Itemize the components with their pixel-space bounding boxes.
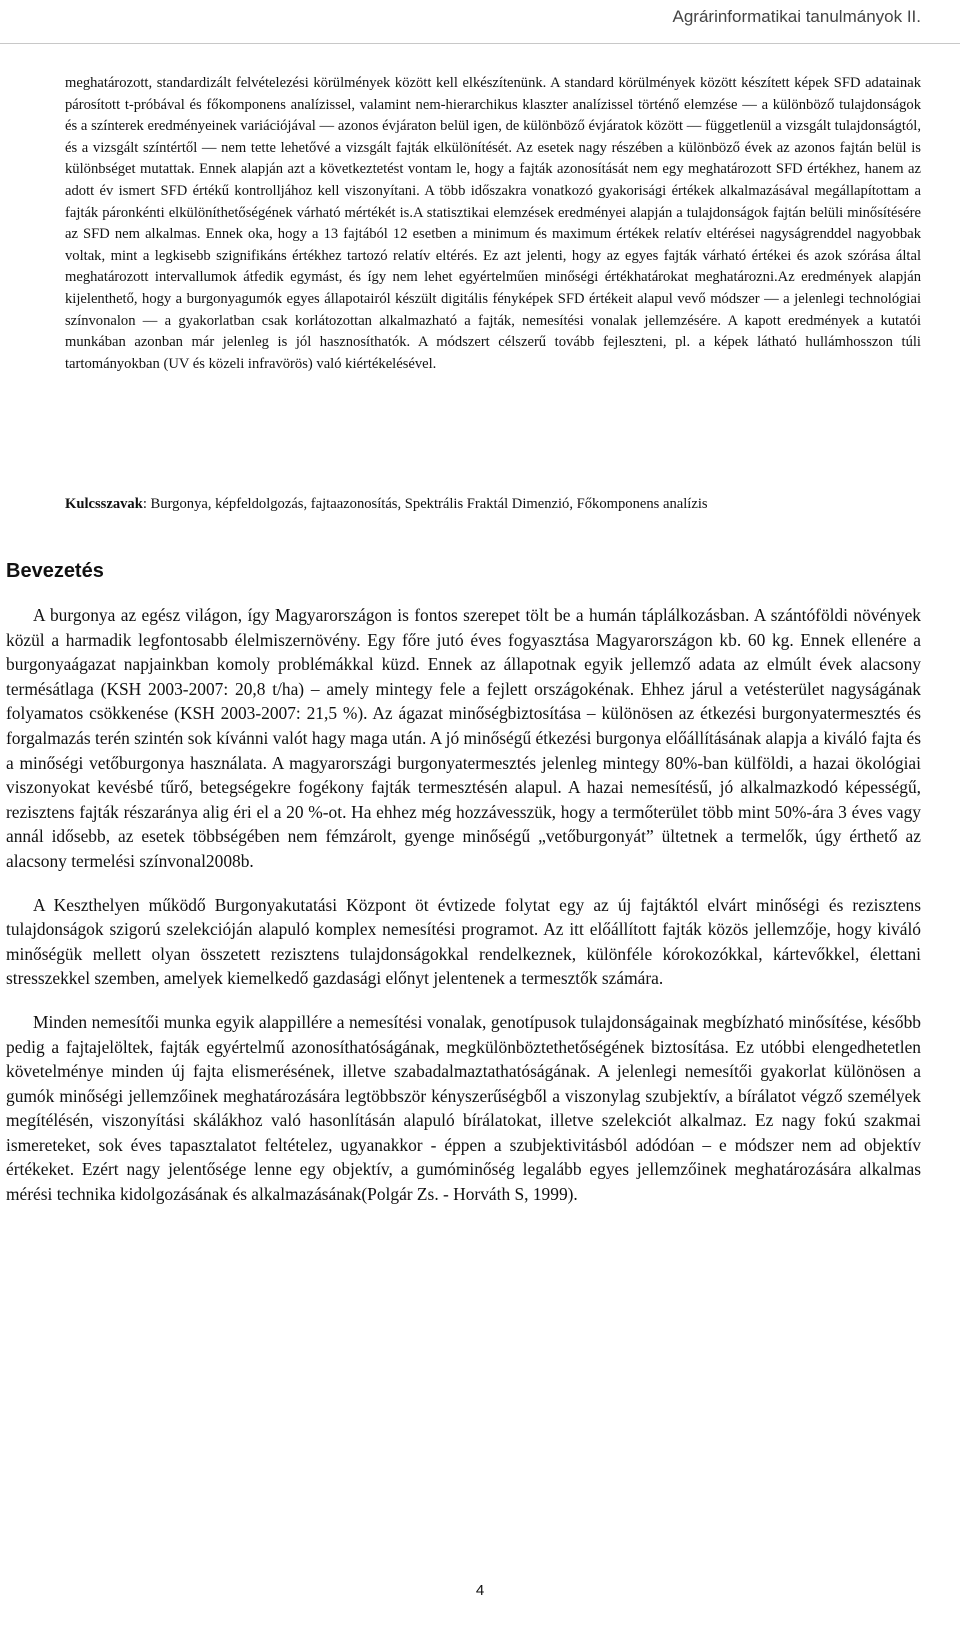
abstract-text: meghatározott, standardizált felvételezési körülmények között kell elkészítenünk. A standard körülmények között készített képek SFD adatainak párosított t-próbával és főkomponens analízissel, valamint nem-hierarchikus klaszter analízissel történő elemzése — a különböző tulajdonságok és a színterek eredményeinek variációjával — azonos évjáraton belül igen, de különböző évjáratok között — függetlenül a vizsgált tulajdonságtól, és a vizsgált színtértől — nem tette lehetővé a vizsgált fajták elkülönítését. Az esetek nagy részében a különböző évek az azonos fajtán belül is különbséget mutattak. Ennek alapján azt a következtetést vontam le, hogy a fajták azonosítását nem egy meghatározott SFD értékhez, hanem az adott év ismert SFD értékű kontrolljához kell viszonyítani. A több időszakra vonatkozó gyakorisági értékek alkalmazásával megállapítottam a fajták páronkénti elkülöníthetőségének várható mértékét is.A statisztikai elemzések eredményei alapján a tulajdonságok fajtán belüli minősítésére az SFD nem alkalmas. Ennek oka, hogy a 13 fajtából 12 esetben a minimum és maximum értékek relatív eltérései nagyságrenddel nagyobbak voltak, mint a legkisebb szignifikáns értékhez tartozó relatív eltérés. Ez azt jelenti, hogy az egyes fajták várható értékei és azok szórása által meghatározott intervallumok átfedik egymást, és így nem lehet egyértelműen minőségi értékhatárokat meghatározni.Az eredmények alapján kijelenthető, hogy a burgonyagumók egyes állapotairól készült digitális fényképek SFD értékeit alapul vevő módszer — a jelenlegi technológiai színvonalon — a gyakorlatban csak korlátozottan alkalmazható a fajták, nemesítési vonalak jellemzésére. A kapott eredmények a kutatói munkában azonban már jelenleg is jól hasznosíthatók. A módszert célszerű tovább fejleszteni, pl. a képek látható hullámhosszon túli tartományokban (UV és közeli infravörös) való kiértékelésével. (65, 75, 921, 372)
abstract (65, 73, 921, 375)
body-text (6, 603, 921, 1226)
paragraph: A Keszthelyen működő Burgonyakutatási Központ öt évtizede folytat egy az új fajtáktól elvárt minőségi és rezisztens tulajdonságok szigorú szelekcióján alapuló komplex nemesítési programot. Az itt előállított fajták közös jellemzője, hogy kiváló minőségük mellett olyan összetett rezisztens tulajdonságokkal rendelkeznek, különféle kórokozókkal, kártevőkkel, élettani stresszekkel szemben, amelyek kiemelkedő gazdasági előnyt jelentenek a termesztők számára. (6, 894, 921, 989)
paragraph: Minden nemesítői munka egyik alappillére a nemesítési vonalak, genotípusok tulajdonságainak megbízható minősítése, később pedig a fajtajelöltek, fajták egyértelmű azonosíthatóságának, megkülönböztethetőségének biztosítása. Ez utóbbi elengedhetetlen követelménye minden új fajta elismerésének, illetve szabadalmaztathatóságának. A jelenlegi nemesítői gyakorlat különösen a gumók minőségi jellemzőinek meghatározására legtöbbször kényszerűségből a viszonylag szubjektív, a bírálatot végző személyek megítélésén, viszonyítási skálákhoz való hasonlításán alapuló bírálatokat, illetve szelekciót alkalmaz. Ez nagy fokú szakmai ismereteket, sok éves tapasztalatot feltételez, ugyanakkor - éppen a szubjektivitásból adódóan – e módszer nem ad objektív értékeket. Ezért nagy jelentősége lenne egy objektív, a gumóminőség legalább egyes jellemzőinek meghatározására alkalmas mérési technika kidolgozásának és alkalmazásának(Polgár Zs. - Horváth S, 1999). (6, 1011, 921, 1205)
keywords (65, 494, 921, 516)
keywords-label: Kulcsszavak (65, 496, 143, 512)
paragraph: A burgonya az egész világon, így Magyarországon is fontos szerepet tölt be a humán táplálkozásban. A szántóföldi növények közül a harmadik legfontosabb élelmiszernövény. Egy főre jutó éves fogyasztása Magyarországon kb. 60 kg. Ennek ellenére a burgonyaágazat napjainkban komoly problémákkal küzd. Ennek az állapotnak egyik jellemző adata az elmúlt évek alacsony termésátlaga (KSH 2003-2007: 20,8 t/ha) – amely mintegy fele a fejlett országokénak. Ehhez járul a vetésterület nagyságának folyamatos csökkenése (KSH 2003-2007: 21,5 %). Az ágazat minőségbiztosítása – különösen az étkezési burgonyatermesztés és forgalmazás terén szintén sok kívánni valót hagy maga után. A jó minőségű étkezési burgonya előállításának alapja a kiváló fajta és a minőségi vetőburgonya használata. A magyarországi burgonyatermesztés jelenleg mintegy 80%-ban külföldi, a hazai ökológiai viszonyokat kevésbé tűrő, betegségekre fogékony fajták termesztésén alapul. A hazai nemesítésű, jó alkalmazkodó képességű, rezisztens fajták részaránya alig éri el a 20 %-ot. Ha ehhez még hozzávesszük, hogy a termőterület több mint 50%-ára 3 éves vagy annál idősebb, az esetek többségében nem fémzárolt, gyenge minőségű „vetőburgonyát” ültetnek a termelők, úgy érthető az alacsony termelési színvonal2008b. (6, 605, 921, 871)
running-header-title: Agrárinformatikai tanulmányok II. (672, 7, 921, 26)
keywords-text: : Burgonya, képfeldolgozás, fajtaazonosítás, Spektrális Fraktál Dimenzió, Főkomponens analízis (142, 496, 708, 512)
page-header (0, 0, 960, 44)
section-heading: Bevezetés (6, 560, 104, 582)
page-number: 4 (475, 1582, 485, 1599)
